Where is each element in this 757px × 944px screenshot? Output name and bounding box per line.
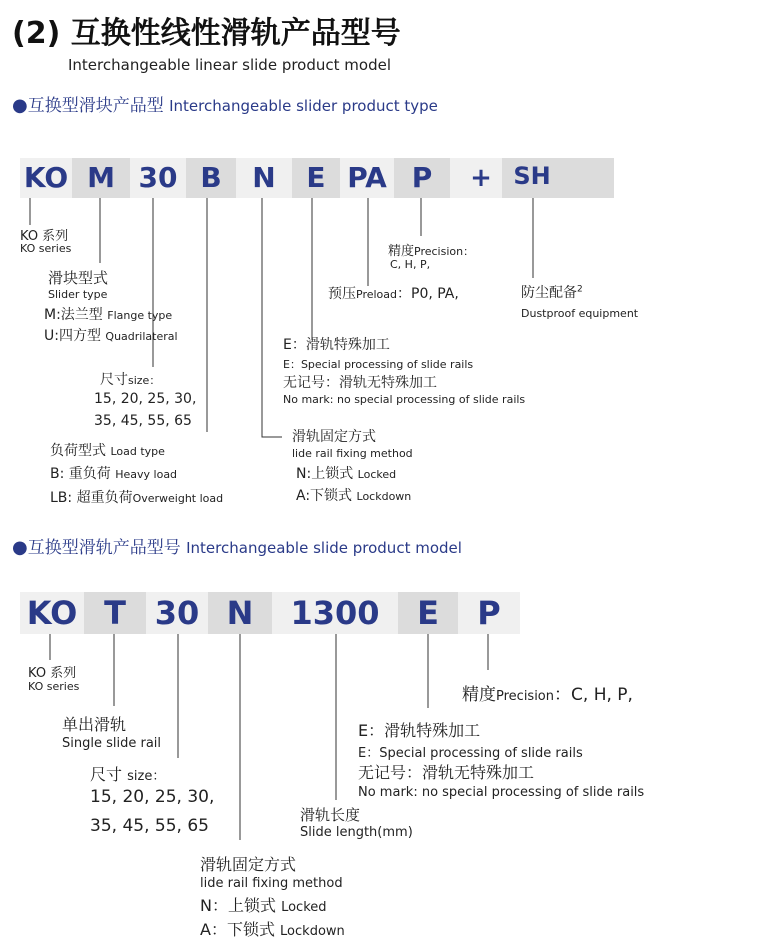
slider-code-30: 30 (138, 161, 178, 194)
rail-single-en: Single slide rail (62, 736, 162, 751)
slider-type-m-en: Flange type (107, 309, 173, 322)
slider-preload-cn: 预压 (328, 286, 356, 302)
rail-nomark-cn: 无记号：滑轨无特殊加工 (358, 763, 535, 782)
slider-nomark-cn: 无记号：滑轨无特殊加工 (283, 375, 437, 391)
slider-code-sh: SH (513, 162, 551, 190)
slider-code-ko: KO (23, 161, 69, 194)
slider-code-p: P (411, 161, 433, 194)
rail-size-cn: 尺寸 (90, 765, 123, 784)
slider-preload-en: Preload (356, 288, 397, 301)
slider-code-n: N (252, 161, 276, 194)
slider-prec-vals: C, H, P, (390, 258, 431, 271)
slider-fix-n-cn: N:上锁式 (296, 466, 354, 482)
rail-fix-a (200, 917, 345, 940)
rail-code-n: N (226, 594, 254, 632)
rail-size-values-1: 15, 20, 25, 30, (90, 787, 215, 807)
slider-size-en: size： (128, 374, 161, 387)
bullet-dot-icon: ● (12, 537, 28, 558)
slider-e-en: E：Special processing of slide rails (283, 358, 474, 371)
rail-code-30: 30 (154, 594, 200, 632)
slider-heading-en: Interchangeable slider product type (169, 97, 438, 115)
slider-load-lb-en: Overweight load (132, 492, 224, 505)
slider-fix-cn: 滑轨固定方式 (292, 429, 376, 445)
rail-ko-series-en: KO series (28, 680, 80, 693)
rail-fix-cn: 滑轨固定方式 (200, 855, 297, 874)
slider-fix-a-cn: A:下锁式 (296, 488, 353, 504)
rail-nomark-en: No mark: no special processing of slide rails (358, 785, 645, 800)
slider-nomark-en: No mark: no special processing of slide rails (283, 393, 526, 406)
slider-size-cn: 尺寸 (100, 372, 128, 388)
slider-size-values-1: 15, 20, 25, 30, (94, 391, 197, 407)
rail-code-t: T (104, 594, 126, 632)
rail-fix-n-en: Locked (281, 900, 327, 915)
slider-dust-en: Dustproof equipment (521, 307, 639, 320)
slider-ko-series-en: KO series (20, 242, 72, 255)
slider-type-m-cn: M:法兰型 (44, 307, 103, 323)
slider-prec-en: Precision： (414, 245, 475, 258)
rail-precision (462, 680, 633, 705)
slider-e-cn: E：滑轨特殊加工 (283, 337, 390, 353)
slider-code-pa: PA (347, 161, 387, 194)
slider-ko-series-cn: KO 系列 (20, 229, 69, 244)
slider-code-b: B (200, 161, 222, 194)
rail-heading-cn: 互换型滑轨产品型号 (27, 538, 181, 558)
slider-code-m: M (87, 161, 115, 194)
rail-prec-vals: ：C, H, P, (554, 685, 633, 705)
slider-prec-cn: 精度 (388, 244, 415, 259)
rail-single-cn: 单出滑轨 (62, 715, 127, 734)
rail-ko-series-cn: KO 系列 (28, 666, 77, 681)
slider-type-cn: 滑块型式 (48, 269, 109, 287)
slider-type-en: Slider type (48, 288, 108, 301)
rail-fix-a-en: Lockdown (280, 924, 345, 939)
rail-e-cn: E：滑轨特殊加工 (358, 721, 481, 740)
slider-fix-en: lide rail fixing method (292, 447, 413, 460)
rail-size-label (90, 762, 165, 785)
slider-size-values-2: 35, 45, 55, 65 (94, 413, 192, 429)
rail-size-values-2: 35, 45, 55, 65 (90, 816, 209, 836)
rail-code-1300: 1300 (290, 594, 380, 632)
rail-fix-n (200, 893, 327, 916)
slider-preload-vals: ：P0, PA, (397, 286, 459, 302)
rail-code-ko: KO (26, 594, 78, 632)
slider-load-cn: 负荷型式 (50, 443, 106, 459)
slider-fix-n-en: Locked (357, 468, 397, 481)
rail-fix-en: lide rail fixing method (200, 876, 343, 891)
slider-type-u-cn: U:四方型 (44, 328, 101, 344)
slider-code-plus: + (470, 163, 492, 193)
rail-heading-en: Interchangeable slide product model (186, 539, 462, 557)
slider-load-lb-cn: LB: 超重负荷 (50, 490, 133, 506)
rail-prec-cn: 精度 (462, 685, 496, 705)
slider-load-en: Load type (110, 445, 165, 458)
slider-load-b-cn: B: 重负荷 (50, 466, 111, 482)
slider-heading-cn: 互换型滑块产品型 (27, 96, 164, 116)
page-subtitle: Interchangeable linear slide product model (68, 56, 391, 74)
slider-load-b-en: Heavy load (115, 468, 178, 481)
rail-prec-en: Precision (496, 689, 555, 704)
slider-dust-sup: 2 (577, 284, 583, 295)
page-title: (2) 互换性线性滑轨产品型号 (12, 16, 401, 51)
rail-fix-a-cn: A：下锁式 (200, 920, 275, 939)
rail-length-en: Slide length(mm) (300, 825, 413, 840)
slider-fix-a-en: Lockdown (356, 490, 412, 503)
rail-length-cn: 滑轨长度 (300, 806, 361, 824)
rail-code-e: E (417, 594, 439, 632)
slider-dust-cn: 防尘配备 (521, 285, 577, 301)
bullet-dot-icon: ● (12, 95, 28, 116)
slider-type-u-en: Quadrilateral (105, 330, 178, 343)
rail-fix-n-cn: N：上锁式 (200, 896, 276, 915)
rail-e-en: E：Special processing of slide rails (358, 746, 583, 761)
rail-code-p: P (477, 594, 501, 632)
rail-size-en: size： (127, 769, 166, 784)
slider-code-e: E (306, 161, 326, 194)
